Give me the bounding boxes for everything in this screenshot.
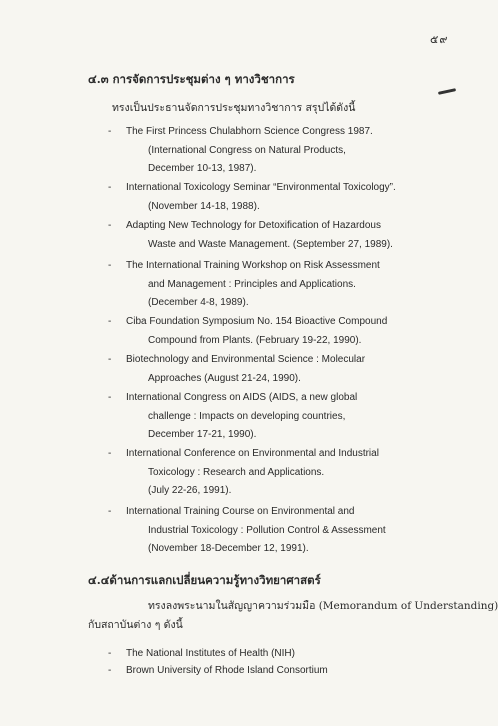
bullet-dash: - [108, 448, 112, 459]
list-item-line: (December 4-8, 1989). [148, 297, 249, 308]
list-item-line: The First Princess Chulabhorn Science Congress 1987. [126, 126, 373, 137]
section-44-paragraph [88, 597, 498, 635]
list-item-line: International Toxicology Seminar “Environmental Toxicology”. [126, 182, 396, 193]
section-43-intro: ทรงเป็นประธานจัดการประชุมทางวิชาการ สรุปได้ดังนี้ [112, 102, 356, 114]
bullet-dash: - [108, 182, 112, 193]
list-item-line: challenge : Impacts on developing countries, [148, 410, 346, 422]
list-item-line: (International Congress on Natural Products, [148, 144, 346, 156]
list-item-line: December 10-13, 1987). [148, 163, 257, 174]
paragraph-line-1: ทรงลงพระนามในสัญญาความร่วมมือ (Memorandum of Understanding) [148, 600, 498, 612]
list-item [108, 389, 448, 445]
paragraph-line-2: กับสถาบันต่าง ๆ ดังนี้ [88, 619, 183, 631]
list-item [108, 257, 448, 313]
bullet-dash: - [108, 220, 112, 231]
list-item [108, 503, 448, 559]
list-item-line: International Conference on Environmental and Industrial [126, 448, 379, 459]
list-item [108, 351, 448, 388]
list-item-line: Industrial Toxicology : Pollution Control & Assessment [148, 524, 386, 536]
bullet-dash: - [108, 392, 112, 403]
list-item-line: December 17-21, 1990). [148, 429, 257, 440]
list-item [108, 313, 448, 350]
list-item [108, 123, 448, 179]
list-item [108, 445, 448, 501]
list-item-line: Adapting New Technology for Detoxification of Hazardous [126, 220, 381, 231]
list-item-line: International Congress on AIDS (AIDS, a new global [126, 392, 358, 403]
bullet-dash: - [108, 260, 112, 271]
list-item-line: (November 18-December 12, 1991). [148, 543, 309, 554]
list-item-line: Brown University of Rhode Island Consortium [126, 665, 328, 676]
page-number: ๕๙ [430, 33, 449, 46]
bullet-dash: - [108, 648, 112, 659]
list-item [108, 645, 448, 664]
list-item-line: (November 14-18, 1988). [148, 200, 260, 212]
list-item-line: Biotechnology and Environmental Science : Molecular [126, 354, 366, 365]
list-item [108, 217, 448, 254]
pen-mark [438, 88, 456, 95]
bullet-dash: - [108, 316, 112, 327]
list-item-line: Toxicology : Research and Applications. [148, 466, 325, 478]
bullet-dash: - [108, 506, 112, 517]
list-item-line: Waste and Waste Management. (September 27, 1989). [148, 238, 393, 250]
list-item [108, 179, 448, 216]
bullet-dash: - [108, 126, 112, 137]
list-item-line: International Training Course on Environmental and [126, 506, 355, 517]
list-item-line: The National Institutes of Health (NIH) [126, 648, 295, 659]
list-item-line: Compound from Plants. (February 19-22, 1990). [148, 334, 362, 346]
section-43-heading: ๔.๓ การจัดการประชุมต่าง ๆ ทางวิชาการ [88, 72, 295, 86]
list-item-line: Approaches (August 21-24, 1990). [148, 372, 301, 384]
list-item-line: The International Training Workshop on Risk Assessment [126, 260, 380, 271]
list-item-line: (July 22-26, 1991). [148, 485, 232, 496]
bullet-dash: - [108, 354, 112, 365]
bullet-dash: - [108, 665, 112, 676]
list-item-line: and Management : Principles and Applications. [148, 278, 356, 290]
section-44-heading: ๔.๔ด้านการแลกเปลี่ยนความรู้ทางวิทยาศาสตร์ [88, 573, 321, 587]
list-item [108, 662, 448, 681]
list-item-line: Ciba Foundation Symposium No. 154 Bioactive Compound [126, 316, 388, 327]
